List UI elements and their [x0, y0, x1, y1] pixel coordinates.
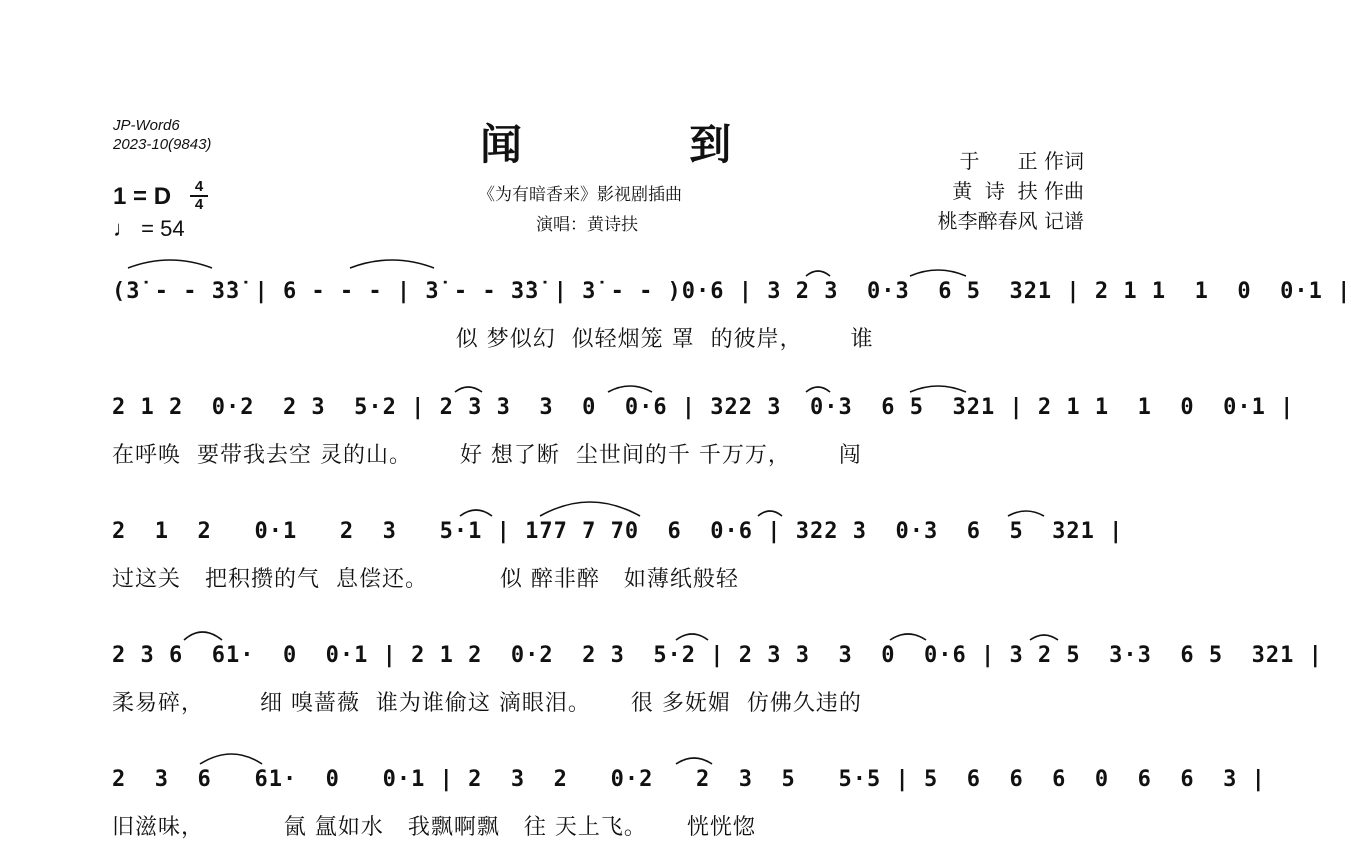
lyric-line-1: 似 梦似幻 似轻烟笼 罩 的彼岸， 谁 — [112, 327, 874, 352]
slur-16 — [1030, 635, 1058, 640]
transcriber-credit: 桃李醉春风 记谱 — [937, 209, 1084, 233]
subtitle: 《为有暗香来》影视剧插曲 — [478, 185, 682, 205]
score-line-5: 2 3 6 61· 0 0·1 | 2 3 2 0·2 2 3 5 5·5 | 5 6 6 6 0 6 6 3 | — [112, 767, 1266, 792]
software-label: JP-Word6 — [113, 117, 180, 134]
date-label: 2023-10(9843) — [113, 136, 212, 153]
singer-credit: 演唱：黄诗扶 — [536, 215, 638, 235]
slur-6 — [608, 386, 652, 392]
slur-18 — [676, 758, 712, 764]
slur-9 — [460, 510, 492, 516]
score-line-3: 2 1 2 0·1 2 3 5·1 | 177 7 70 6 0·6 | 322 3 0·3 6 5 321 | — [112, 519, 1124, 544]
score-line-1: (3̇ - - 3̇3̇ | 6 - - - | 3̇ - - 3̇3̇ | 3̇ - - )0·6 | 3 2 3 0·3 6 5 321 | 2 1 1 1 0 0·1 | — [112, 279, 1351, 304]
slur-1 — [128, 260, 212, 268]
slur-4 — [910, 270, 966, 276]
time-top: 4 — [194, 178, 204, 195]
title-char-1: 闻 — [480, 120, 529, 169]
key-signature: 1 = D — [113, 183, 172, 210]
quarter-note-icon: ♩ — [113, 216, 135, 241]
score-line-2: 2 1 2 0·2 2 3 5·2 | 2 3 3 3 0 0·6 | 322 3 0·3 6 5 321 | 2 1 1 1 0 0·1 | — [112, 395, 1295, 420]
score-line-4: 2 3 6 61· 0 0·1 | 2 1 2 0·2 2 3 5·2 | 2 3 3 3 0 0·6 | 3 2 5 3·3 6 5 321 | — [112, 643, 1323, 668]
lyric-line-4: 柔易碎， 细 嗅蔷薇 谁为谁偷这 滴眼泪。 很 多妩媚 仿佛久违的 — [112, 691, 862, 716]
slur-10 — [540, 502, 640, 516]
lyric-line-2: 在呼唤 要带我去空 灵的山。 好 想了断 尘世间的千 千万万， 闯 — [112, 443, 862, 468]
slur-2 — [350, 260, 434, 268]
title-char-2: 到 — [689, 120, 738, 169]
lyricist-credit: 于 正 作词 — [959, 149, 1084, 173]
slur-12 — [1008, 511, 1044, 516]
slur-3 — [806, 271, 830, 276]
slur-13 — [184, 632, 222, 640]
slur-17 — [200, 754, 262, 764]
time-bottom: 4 — [194, 196, 204, 213]
slur-14 — [676, 634, 708, 640]
slur-7 — [806, 387, 830, 392]
tempo-value: = 54 — [141, 216, 185, 241]
slur-15 — [890, 634, 926, 640]
slur-11 — [758, 511, 782, 516]
composer-credit: 黄 诗 扶 作曲 — [952, 179, 1084, 203]
slur-8 — [910, 386, 966, 392]
lyric-line-3: 过这关 把积攒的气 息偿还。 似 醉非醉 如薄纸般轻 — [112, 567, 739, 592]
slur-5 — [455, 387, 482, 392]
lyric-line-5: 旧滋味， 氤 氲如水 我飘啊飘 往 天上飞。 恍恍惚 — [112, 815, 756, 840]
